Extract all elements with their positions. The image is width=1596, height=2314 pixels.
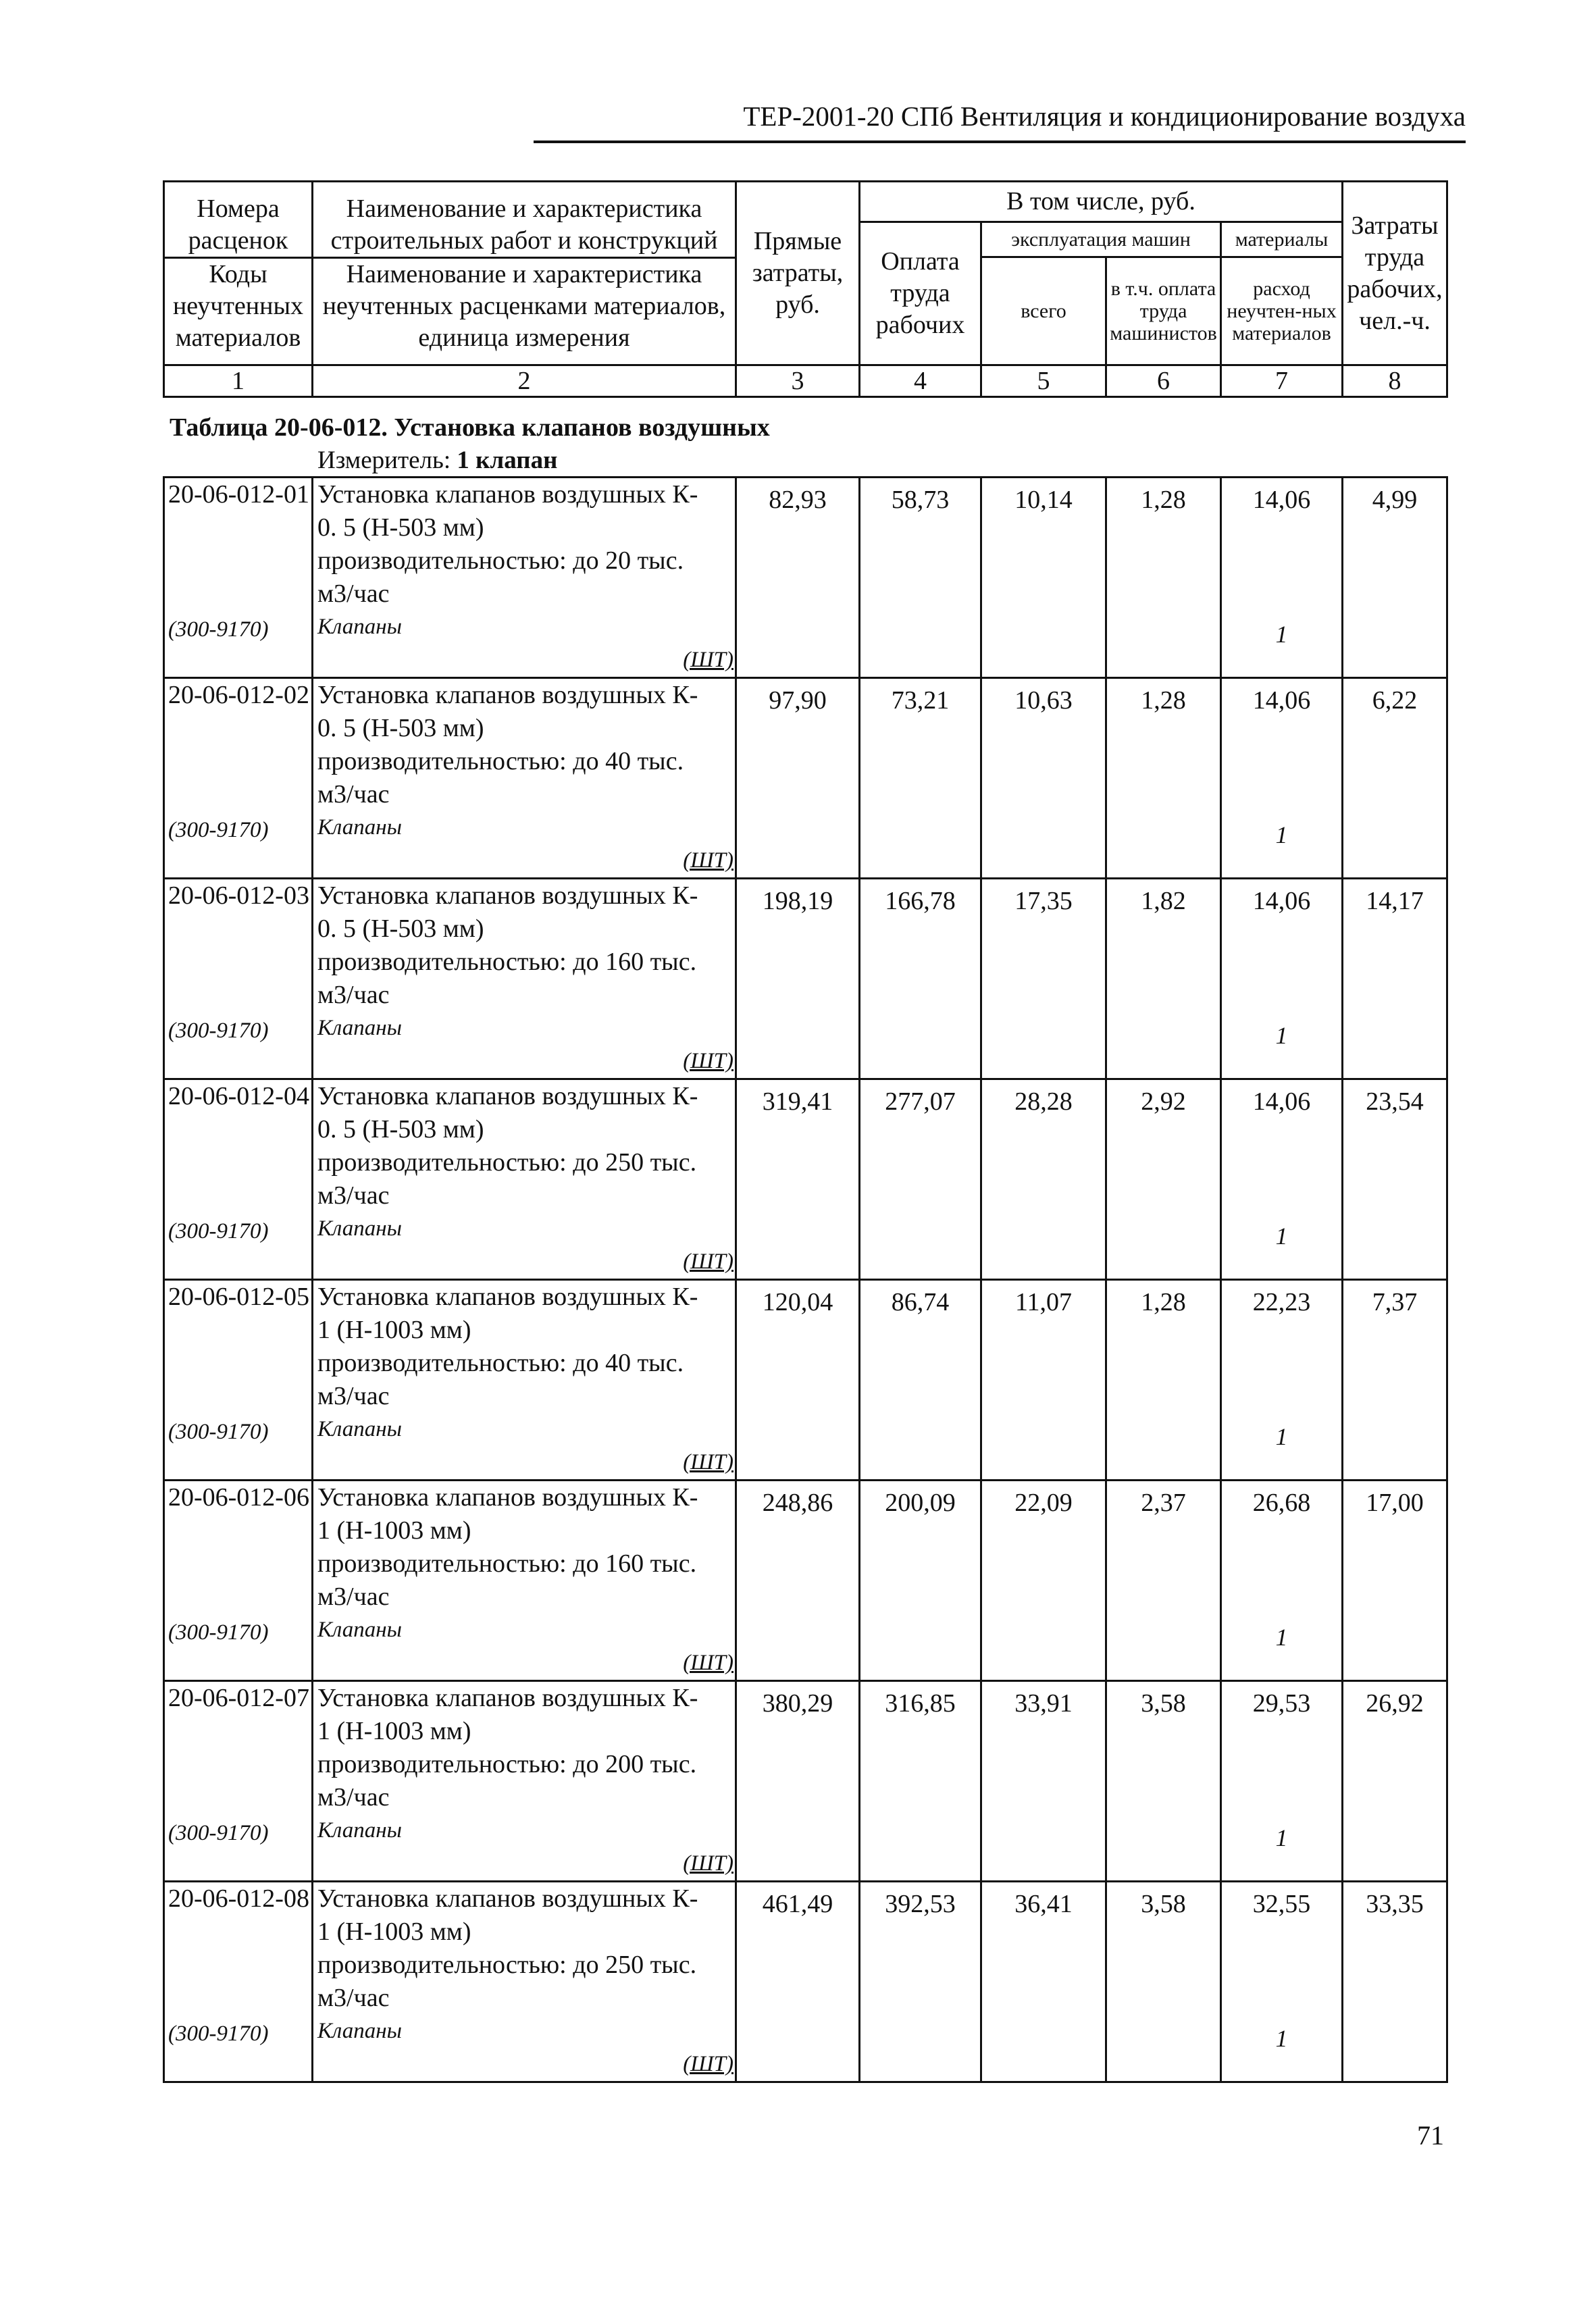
material-quantity: 1 [1275, 2025, 1288, 2052]
machinist-pay: 1,82 [1106, 879, 1221, 1079]
col-5-header: всего [981, 257, 1106, 365]
material-name: Клапаны [317, 1618, 402, 1642]
machinist-pay: 3,58 [1106, 1681, 1221, 1882]
machine-total: 10,14 [981, 478, 1106, 678]
table-title: Таблица 20-06-012. Установка клапанов воздушных [170, 413, 770, 442]
rate-code: 20-06-012-01 [168, 480, 309, 509]
col-number: 7 [1221, 365, 1343, 397]
rate-code-cell [164, 1681, 313, 1882]
rates-table [163, 476, 1448, 2083]
work-name-line: 1 (Н-1003 мм) [317, 1316, 471, 1344]
machines-header: эксплуатация машин [981, 222, 1221, 257]
work-name-line: 1 (Н-1003 мм) [317, 1717, 471, 1745]
materials-cost: 26,68 [1252, 1489, 1311, 1517]
work-name-line: Установка клапанов воздушных К- [317, 1884, 698, 1913]
rate-code-cell [164, 1882, 313, 2082]
rate-code-cell [164, 478, 313, 678]
work-name-line: производительностью: до 20 тыс. [317, 546, 684, 575]
material-quantity: 1 [1275, 1223, 1288, 1250]
measurement-unit [317, 447, 557, 474]
work-name-line: м3/час [317, 580, 390, 608]
labor-hours: 7,37 [1343, 1280, 1447, 1481]
labor-pay: 200,09 [860, 1481, 981, 1681]
material-quantity: 1 [1275, 1824, 1288, 1851]
col-2a-label: Наименование и характеристика строительных работ и конструкций [330, 194, 718, 255]
materials-cost: 22,23 [1252, 1288, 1311, 1316]
work-name-line: 0. 5 (Н-503 мм) [317, 1115, 484, 1143]
labor-hours: 17,00 [1343, 1481, 1447, 1681]
material-quantity: 1 [1275, 1022, 1288, 1049]
rate-code: 20-06-012-05 [168, 1283, 309, 1311]
material-unit: (ШТ) [683, 1851, 733, 1876]
labor-pay: 73,21 [860, 678, 981, 879]
work-name-cell [313, 1681, 736, 1882]
col-8-header: Затраты труда рабочих, чел.-ч. [1343, 182, 1447, 365]
materials-cell [1221, 478, 1343, 678]
machine-total: 10,63 [981, 678, 1106, 879]
work-name-line: Установка клапанов воздушных К- [317, 480, 698, 509]
rate-code-cell [164, 1481, 313, 1681]
col-number: 2 [313, 365, 736, 397]
material-code: (300-9170) [168, 1821, 269, 1845]
labor-pay: 277,07 [860, 1079, 981, 1280]
work-name-line: м3/час [317, 981, 390, 1009]
machinist-pay: 1,28 [1106, 1280, 1221, 1481]
materials-cost: 14,06 [1252, 1087, 1311, 1116]
material-unit: (ШТ) [683, 1049, 733, 1073]
material-unit: (ШТ) [683, 648, 733, 672]
machinist-pay: 1,28 [1106, 478, 1221, 678]
labor-pay: 86,74 [860, 1280, 981, 1481]
machinist-pay: 2,92 [1106, 1079, 1221, 1280]
material-code: (300-9170) [168, 2022, 269, 2046]
col-number: 3 [736, 365, 860, 397]
rate-code: 20-06-012-04 [168, 1082, 309, 1110]
materials-cost: 14,06 [1252, 686, 1311, 715]
rate-code: 20-06-012-03 [168, 881, 309, 910]
machine-total: 28,28 [981, 1079, 1106, 1280]
running-header [534, 101, 1466, 143]
work-name-line: м3/час [317, 1783, 390, 1811]
table-row [164, 1280, 1447, 1481]
col-1-header [164, 182, 313, 365]
direct-cost: 319,41 [736, 1079, 860, 1280]
rate-code-cell [164, 879, 313, 1079]
col-number: 5 [981, 365, 1106, 397]
rate-code: 20-06-012-07 [168, 1684, 309, 1712]
direct-cost: 82,93 [736, 478, 860, 678]
labor-pay: 392,53 [860, 1882, 981, 2082]
work-name-line: Установка клапанов воздушных К- [317, 1483, 698, 1512]
col-2-header [313, 182, 736, 365]
work-name-line: производительностью: до 250 тыс. [317, 1148, 697, 1177]
work-name-cell [313, 1280, 736, 1481]
work-name-cell [313, 678, 736, 879]
rate-code: 20-06-012-02 [168, 681, 309, 709]
work-name-line: м3/час [317, 780, 390, 808]
material-code: (300-9170) [168, 1620, 269, 1645]
material-unit: (ШТ) [683, 1450, 733, 1474]
work-name-line: Установка клапанов воздушных К- [317, 1684, 698, 1712]
machine-total: 17,35 [981, 879, 1106, 1079]
col-number: 8 [1343, 365, 1447, 397]
work-name-line: м3/час [317, 1583, 390, 1611]
materials-cost: 14,06 [1252, 486, 1311, 514]
col-6-header: в т.ч. оплата труда машинистов [1106, 257, 1221, 365]
material-unit: (ШТ) [683, 1250, 733, 1274]
labor-hours: 14,17 [1343, 879, 1447, 1079]
rate-code: 20-06-012-06 [168, 1483, 309, 1512]
material-unit: (ШТ) [683, 848, 733, 873]
work-name-line: м3/час [317, 1382, 390, 1410]
direct-cost: 461,49 [736, 1882, 860, 2082]
work-name-line: производительностью: до 250 тыс. [317, 1951, 697, 1979]
material-name: Клапаны [317, 615, 402, 639]
machine-total: 22,09 [981, 1481, 1106, 1681]
page-number: 71 [1417, 2120, 1444, 2151]
labor-hours: 33,35 [1343, 1882, 1447, 2082]
machinist-pay: 3,58 [1106, 1882, 1221, 2082]
work-name-cell [313, 879, 736, 1079]
materials-cost: 29,53 [1252, 1689, 1311, 1718]
machine-total: 36,41 [981, 1882, 1106, 2082]
work-name-line: Установка клапанов воздушных К- [317, 881, 698, 910]
col-1b-label: Коды неучтенных материалов [163, 257, 313, 354]
materials-header: материалы [1221, 222, 1343, 257]
work-name-line: 1 (Н-1003 мм) [317, 1918, 471, 1946]
labor-hours: 26,92 [1343, 1681, 1447, 1882]
work-name-line: 0. 5 (Н-503 мм) [317, 513, 484, 542]
table-row [164, 1882, 1447, 2082]
rate-code-cell [164, 1079, 313, 1280]
materials-cost: 32,55 [1252, 1890, 1311, 1918]
direct-cost: 380,29 [736, 1681, 860, 1882]
machine-total: 11,07 [981, 1280, 1106, 1481]
col-3-header: Прямые затраты, руб. [736, 182, 860, 365]
rate-code: 20-06-012-08 [168, 1884, 309, 1913]
work-name-line: м3/час [317, 1984, 390, 2012]
materials-cost: 14,06 [1252, 887, 1311, 915]
labor-hours: 4,99 [1343, 478, 1447, 678]
work-name-line: м3/час [317, 1181, 390, 1210]
column-header-table [163, 180, 1448, 398]
machinist-pay: 1,28 [1106, 678, 1221, 879]
material-quantity: 1 [1275, 1423, 1288, 1450]
work-name-line: производительностью: до 40 тыс. [317, 747, 684, 775]
material-quantity: 1 [1275, 1624, 1288, 1651]
work-name-line: 1 (Н-1003 мм) [317, 1516, 471, 1545]
labor-pay: 316,85 [860, 1681, 981, 1882]
materials-cell [1221, 1481, 1343, 1681]
machinist-pay: 2,37 [1106, 1481, 1221, 1681]
col-number: 1 [164, 365, 313, 397]
document-title: ТЕР-2001-20 СПб Вентиляция и кондиционирование воздуха [743, 101, 1466, 132]
labor-pay: 166,78 [860, 879, 981, 1079]
material-quantity: 1 [1275, 621, 1288, 648]
work-name-line: 0. 5 (Н-503 мм) [317, 915, 484, 943]
direct-cost: 97,90 [736, 678, 860, 879]
material-quantity: 1 [1275, 821, 1288, 848]
material-name: Клапаны [317, 1417, 402, 1441]
incl-header: В том числе, руб. [860, 182, 1343, 222]
rate-code-cell [164, 1280, 313, 1481]
work-name-line: производительностью: до 160 тыс. [317, 1549, 697, 1578]
material-code: (300-9170) [168, 1019, 269, 1043]
materials-cell [1221, 678, 1343, 879]
material-code: (300-9170) [168, 1219, 269, 1243]
material-name: Клапаны [317, 1216, 402, 1241]
labor-hours: 23,54 [1343, 1079, 1447, 1280]
table-row [164, 1681, 1447, 1882]
table-row [164, 478, 1447, 678]
labor-pay: 58,73 [860, 478, 981, 678]
materials-cell [1221, 1079, 1343, 1280]
materials-cell [1221, 879, 1343, 1079]
col-7-header: расход неучтен-ных материалов [1221, 257, 1343, 365]
rate-code-cell [164, 678, 313, 879]
materials-cell [1221, 1280, 1343, 1481]
material-name: Клапаны [317, 815, 402, 840]
unit-label: Измеритель: [317, 446, 451, 474]
material-code: (300-9170) [168, 1420, 269, 1444]
table-row [164, 678, 1447, 879]
work-name-line: производительностью: до 160 тыс. [317, 948, 697, 976]
materials-cell [1221, 1882, 1343, 2082]
unit-value: 1 клапан [457, 446, 558, 474]
col-4-header: Оплата труда рабочих [860, 222, 981, 365]
table-row [164, 1079, 1447, 1280]
material-name: Клапаны [317, 1818, 402, 1843]
table-row [164, 879, 1447, 1079]
col-number: 6 [1106, 365, 1221, 397]
materials-cell [1221, 1681, 1343, 1882]
material-name: Клапаны [317, 2019, 402, 2043]
work-name-cell [313, 1079, 736, 1280]
material-unit: (ШТ) [683, 1651, 733, 1675]
col-1a-label: Номера расценок [188, 194, 288, 255]
work-name-line: Установка клапанов воздушных К- [317, 681, 698, 709]
labor-hours: 6,22 [1343, 678, 1447, 879]
work-name-line: производительностью: до 40 тыс. [317, 1349, 684, 1377]
work-name-cell [313, 478, 736, 678]
work-name-line: Установка клапанов воздушных К- [317, 1082, 698, 1110]
work-name-line: 0. 5 (Н-503 мм) [317, 714, 484, 742]
material-unit: (ШТ) [683, 2052, 733, 2076]
material-code: (300-9170) [168, 617, 269, 642]
material-code: (300-9170) [168, 818, 269, 842]
work-name-line: Установка клапанов воздушных К- [317, 1283, 698, 1311]
machine-total: 33,91 [981, 1681, 1106, 1882]
work-name-cell [313, 1882, 736, 2082]
work-name-cell [313, 1481, 736, 1681]
direct-cost: 198,19 [736, 879, 860, 1079]
col-2b-label: Наименование и характеристика неучтенных расценками материалов, единица измерения [311, 257, 737, 354]
direct-cost: 120,04 [736, 1280, 860, 1481]
table-row [164, 1481, 1447, 1681]
work-name-line: производительностью: до 200 тыс. [317, 1750, 697, 1778]
col-number: 4 [860, 365, 981, 397]
material-name: Клапаны [317, 1016, 402, 1040]
direct-cost: 248,86 [736, 1481, 860, 1681]
